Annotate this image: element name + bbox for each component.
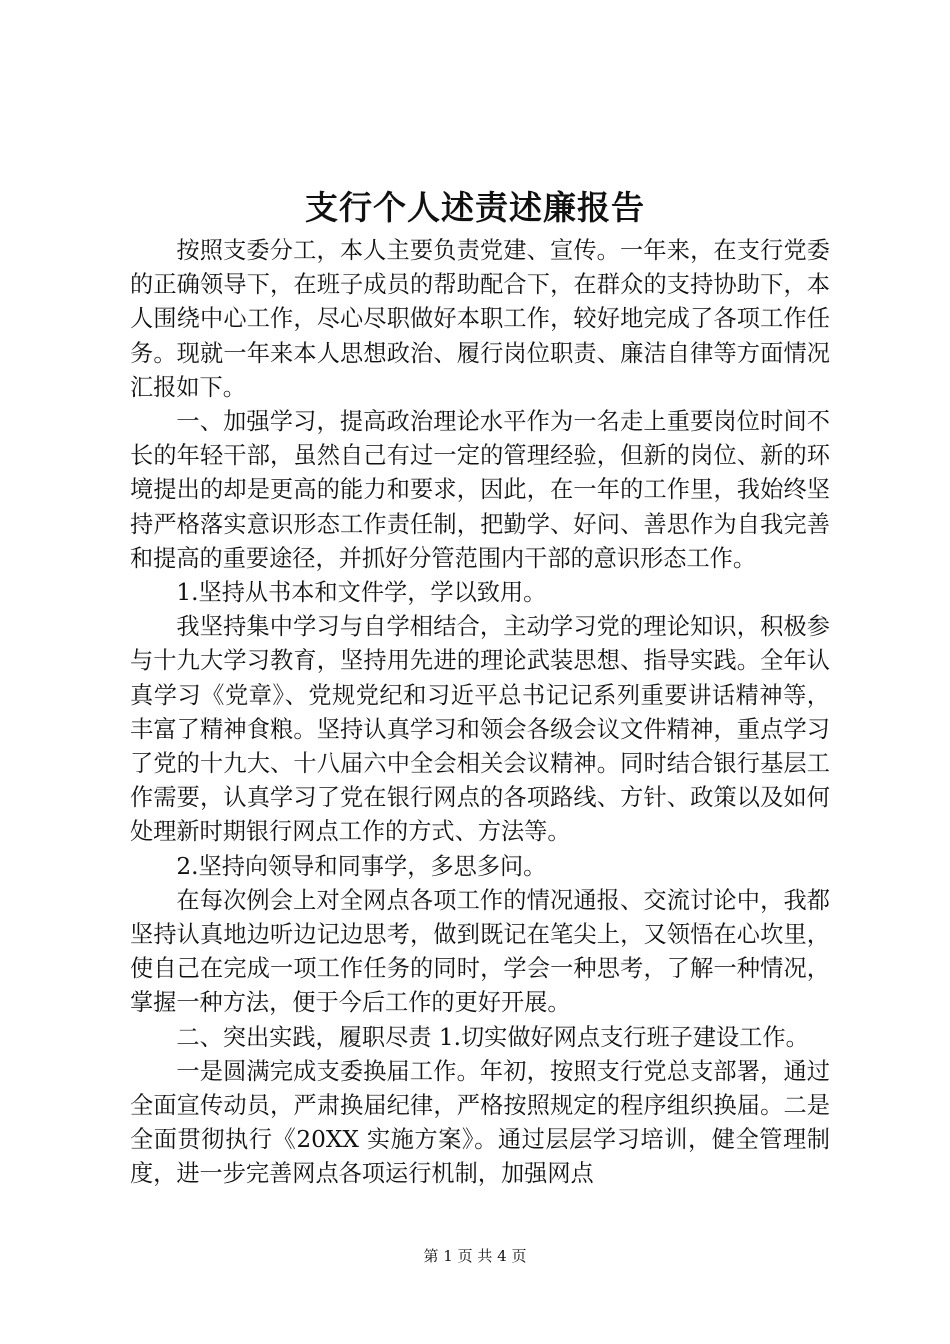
page-number-footer: 第 1 页 共 4 页 xyxy=(423,1247,527,1265)
paragraph-item-one-body: 我坚持集中学习与自学相结合，主动学习党的理论知识，积极参与十九大学习教育，坚持用先进的理论武装思想、指导实践。全年认真学习《党章》、党规党纪和习近平总书记记系列重要讲话精神等，丰富了精神食粮。坚持认真学习和领会各级会议文件精神，重点学习了党的十九大、十八届六中全会相关会议精神。同时结合银行基层工作需要，认真学习了党在银行网点的各项路线、方针、政策以及如何处理新时期银行网点工作的方式、方法等。 xyxy=(130,613,830,846)
page-title: 支行个人述责述廉报告 xyxy=(305,188,645,227)
paragraph-item-one-heading: 1.坚持从书本和文件学，学以致用。 xyxy=(176,579,547,607)
document-body xyxy=(130,234,830,1192)
paragraph-item-two-heading: 2.坚持向领导和同事学，多思多问。 xyxy=(176,852,547,880)
paragraph-section-one: 一、加强学习，提高政治理论水平作为一名走上重要岗位时间不长的年轻干部，虽然自己有过一定的管理经验，但新的岗位、新的环境提出的却是更高的能力和要求，因此，在一年的工作里，我始终坚持严格落实意识形态工作责任制，把勤学、好问、善思作为自我完善和提高的重要途径，并抓好分管范围内干部的意识形态工作。 xyxy=(130,408,830,572)
paragraph-item-two-body: 在每次例会上对全网点各项工作的情况通报、交流讨论中，我都坚持认真地边听边记边思考，做到既记在笔尖上，又领悟在心坎里，使自己在完成一项工作任务的同时，学会一种思考，了解一种情况，掌握一种方法，便于今后工作的更好开展。 xyxy=(130,886,830,1017)
paragraph-section-two-body: 一是圆满完成支委换届工作。年初，按照支行党总支部署，通过全面宣传动员，严肃换届纪律，严格按照规定的程序组织换届。二是全面贯彻执行《20XX 实施方案》。通过层层学习培训，健全管理制度，进一步完善网点各项运行机制，加强网点 xyxy=(130,1057,830,1188)
paragraph-section-two: 二、突出实践，履职尽责 1.切实做好网点支行班子建设工作。 xyxy=(176,1023,809,1051)
paragraph-intro: 按照支委分工，本人主要负责党建、宣传。一年来，在支行党委的正确领导下，在班子成员的帮助配合下，在群众的支持协助下，本人围绕中心工作，尽心尽职做好本职工作，较好地完成了各项工作任务。现就一年来本人思想政治、履行岗位职责、廉洁自律等方面情况汇报如下。 xyxy=(130,237,830,401)
